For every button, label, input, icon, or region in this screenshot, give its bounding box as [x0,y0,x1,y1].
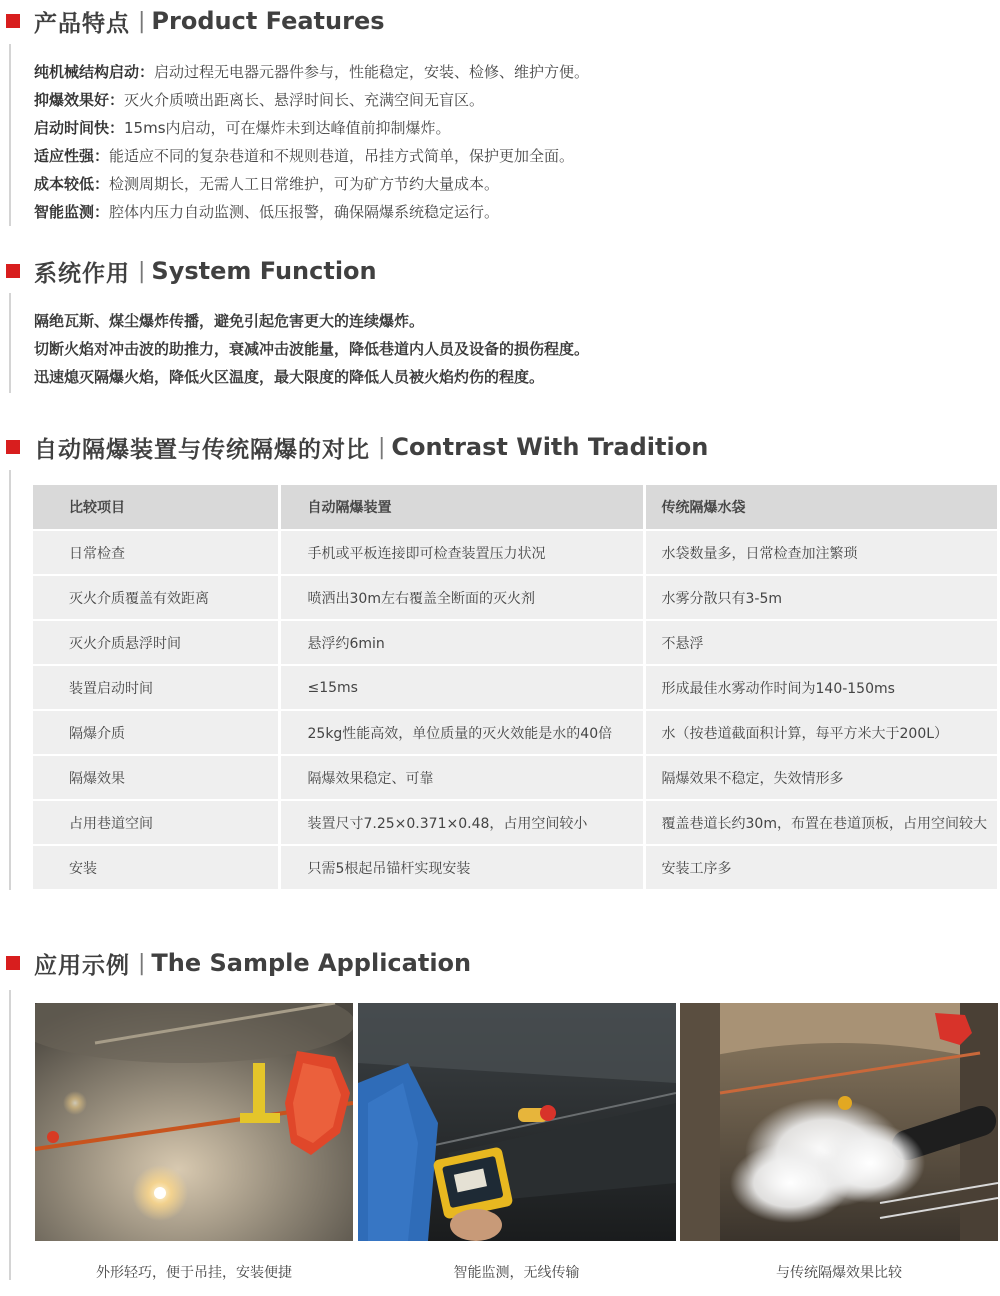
feature-item [34,86,589,114]
photo-effect-comparison [680,1003,998,1241]
title-separator: | [138,950,146,976]
section-marker [6,440,20,454]
title-separator: | [138,258,146,284]
row-item: 占用巷道空间 [33,800,279,845]
caption-smart-monitoring: 智能监测，无线传输 [453,1265,580,1281]
section-rule [9,470,11,890]
feature-key: 抑爆效果好： [34,91,125,109]
row-water-bag: 不悬浮 [644,620,998,665]
row-water-bag: 水袋数量多，日常检查加注繁琐 [644,530,998,575]
row-item: 灭火介质覆盖有效距离 [33,575,279,620]
feature-key: 成本较低： [34,175,110,193]
application-heading [0,948,471,978]
table-row [33,665,998,710]
application-title-en: The Sample Application [151,949,472,977]
feature-item [34,170,589,198]
title-separator: | [378,434,386,460]
feature-key: 适应性强： [34,147,110,165]
row-item: 安装 [33,845,279,890]
photo-tunnel-device [35,1003,353,1241]
feature-item [34,58,589,86]
features-title-en: Product Features [151,7,385,35]
table-row [33,755,998,800]
row-water-bag: 形成最佳水雾动作时间为140-150ms [644,665,998,710]
feature-key: 纯机械结构启动： [34,63,155,81]
row-water-bag: 隔爆效果不稳定，失效情形多 [644,755,998,800]
function-item: 切断火焰对冲击波的助推力，衰减冲击波能量，降低巷道内人员及设备的损伤程度。 [34,340,590,358]
table-row [33,575,998,620]
feature-text: 腔体内压力自动监测、低压报警，确保隔爆系统稳定运行。 [109,203,500,221]
caption-tunnel-device: 外形轻巧，便于吊挂，安装便捷 [96,1265,292,1281]
features-heading [0,6,385,36]
row-item: 隔爆效果 [33,755,279,800]
header-auto-device: 自动隔爆装置 [279,485,644,530]
table-row [33,845,998,890]
table-row [33,710,998,755]
feature-key: 启动时间快： [34,119,125,137]
photo-captions [35,1262,998,1282]
table-row [33,800,998,845]
row-water-bag: 安装工序多 [644,845,998,890]
header-item: 比较项目 [33,485,279,530]
section-marker [6,956,20,970]
row-auto-device: 装置尺寸7.25×0.371×0.48，占用空间较小 [279,800,644,845]
row-auto-device: 25kg性能高效，单位质量的灭火效能是水的40倍 [279,710,644,755]
row-auto-device: 只需5根起吊锚杆实现安装 [279,845,644,890]
contrast-heading [0,432,708,462]
row-auto-device: ≤15ms [279,665,644,710]
contrast-title-en: Contrast With Tradition [391,433,709,461]
features-title-zh: 产品特点 [34,10,130,37]
feature-text: 检测周期长，无需人工日常维护，可为矿方节约大量成本。 [109,175,500,193]
feature-item [34,142,589,170]
caption-effect-comparison: 与传统隔爆效果比较 [776,1265,902,1281]
row-item: 日常检查 [33,530,279,575]
feature-text: 能适应不同的复杂巷道和不规则巷道，吊挂方式简单，保护更加全面。 [109,147,575,165]
photo-smart-monitoring [358,1003,676,1241]
title-separator: | [138,8,146,34]
section-marker [6,14,20,28]
feature-item [34,114,589,142]
contrast-title-zh: 自动隔爆装置与传统隔爆的对比 [34,436,370,463]
feature-list [34,58,589,226]
feature-key: 智能监测： [34,203,110,221]
row-auto-device: 喷洒出30m左右覆盖全断面的灭火剂 [279,575,644,620]
row-item: 灭火介质悬浮时间 [33,620,279,665]
application-photos [35,1003,998,1243]
feature-item [34,198,589,226]
row-water-bag: 覆盖巷道长约30m，布置在巷道顶板，占用空间较大 [644,800,998,845]
row-item: 隔爆介质 [33,710,279,755]
row-auto-device: 悬浮约6min [279,620,644,665]
table-header-row [33,485,998,530]
header-water-bag: 传统隔爆水袋 [644,485,998,530]
section-rule [9,293,11,393]
function-item: 隔绝瓦斯、煤尘爆炸传播，避免引起危害更大的连续爆炸。 [34,312,425,330]
comparison-table [33,485,1000,891]
table-row [33,620,998,665]
application-title-zh: 应用示例 [34,952,130,979]
function-title-en: System Function [151,257,377,285]
section-marker [6,264,20,278]
function-item: 迅速熄灭隔爆火焰，降低火区温度，最大限度的降低人员被火焰灼伤的程度。 [34,368,545,386]
feature-text: 启动过程无电器元器件参与，性能稳定，安装、检修、维护方便。 [154,63,590,81]
feature-text: 灭火介质喷出距离长、悬浮时间长、充满空间无盲区。 [124,91,485,109]
row-water-bag: 水（按巷道截面积计算，每平方米大于200L） [644,710,998,755]
function-heading [0,256,377,286]
function-list [34,307,589,391]
section-rule [9,990,11,1280]
feature-text: 15ms内启动，可在爆炸未到达峰值前抑制爆炸。 [124,119,451,137]
row-water-bag: 水雾分散只有3-5m [644,575,998,620]
row-auto-device: 隔爆效果稳定、可靠 [279,755,644,800]
row-item: 装置启动时间 [33,665,279,710]
row-auto-device: 手机或平板连接即可检查装置压力状况 [279,530,644,575]
function-title-zh: 系统作用 [34,260,130,287]
table-row [33,530,998,575]
section-rule [9,44,11,226]
